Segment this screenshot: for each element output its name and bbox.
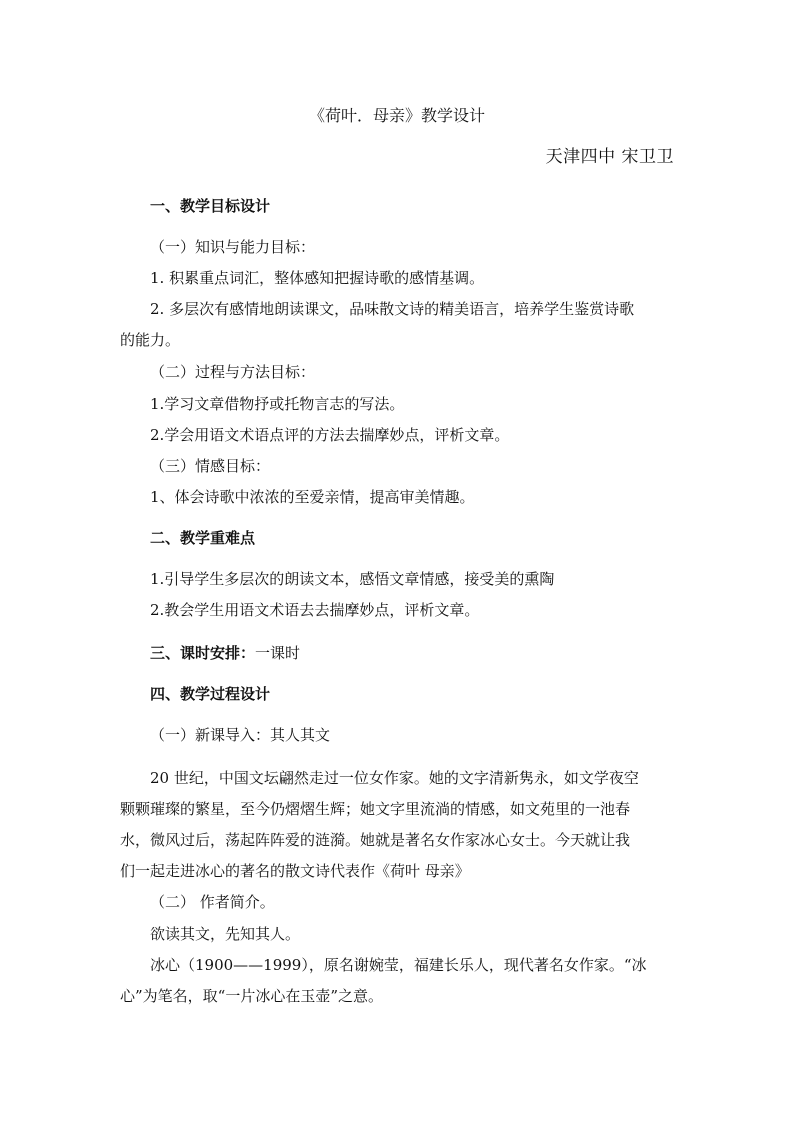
section1-sub3-item: 1、体会诗歌中浓浓的至爱亲情，提高审美情趣。 [150,488,475,506]
intro-paragraph-line: 水，微风过后，荡起阵阵爱的涟漪。她就是著名女作家冰心女士。今天就让我 [120,831,631,849]
author-line: 天津四中 宋卫卫 [545,147,674,167]
intro-paragraph-line: 们一起走进冰心的著名的散文诗代表作《荷叶 母亲》 [120,862,470,880]
section1-sub2: （二）过程与方法目标： [150,363,316,381]
section1-sub2-item: 1.学习文章借物抒或托物言志的写法。 [150,395,405,413]
section4-sub2: （二） 作者简介。 [150,893,275,911]
section2-item: 2.教会学生用语文术语去去揣摩妙点，评析文章。 [150,601,480,619]
section1-heading: 一、教学目标设计 [150,197,271,215]
section3-value: 一课时 [255,644,301,662]
author-bio-line: 冰心（1900——1999），原名谢婉莹，福建长乐人，现代著名女作家。“冰 [150,956,647,974]
section4-heading: 四、教学过程设计 [150,685,271,703]
section1-sub1: （一）知识与能力目标： [150,238,316,256]
section2-heading: 二、教学重难点 [150,529,256,547]
section2-item: 1.引导学生多层次的朗读文本，感悟文章情感，接受美的熏陶 [150,570,555,588]
section3-heading: 三、课时安排： [150,644,256,662]
section1-sub1-item: 1. 积累重点词汇，整体感知把握诗歌的感情基调。 [150,269,485,287]
section3-line [150,643,300,663]
document-title: 《荷叶．母亲》教学设计 [308,106,485,125]
section1-sub1-item: 2. 多层次有感情地朗读课文，品味散文诗的精美语言，培养学生鉴赏诗歌 [150,300,635,318]
author-bio-line: 心”为笔名，取“一片冰心在玉壶”之意。 [120,987,384,1005]
section1-sub1-item-cont: 的能力。 [120,331,181,349]
intro-paragraph-line: 20 世纪，中国文坛翩然走过一位女作家。她的文字清新隽永，如文学夜空 [150,769,639,787]
section4-sub1: （一）新课导入：其人其文 [150,726,331,744]
section1-sub3: （三）情感目标： [150,457,271,475]
section1-sub2-item: 2.学会用语文术语点评的方法去揣摩妙点，评析文章。 [150,426,510,444]
author-intro-paragraph: 欲读其文，先知其人。 [150,925,301,943]
intro-paragraph-line: 颗颗璀璨的繁星，至今仍熠熠生辉；她文字里流淌的情感，如文苑里的一池春 [120,800,631,818]
